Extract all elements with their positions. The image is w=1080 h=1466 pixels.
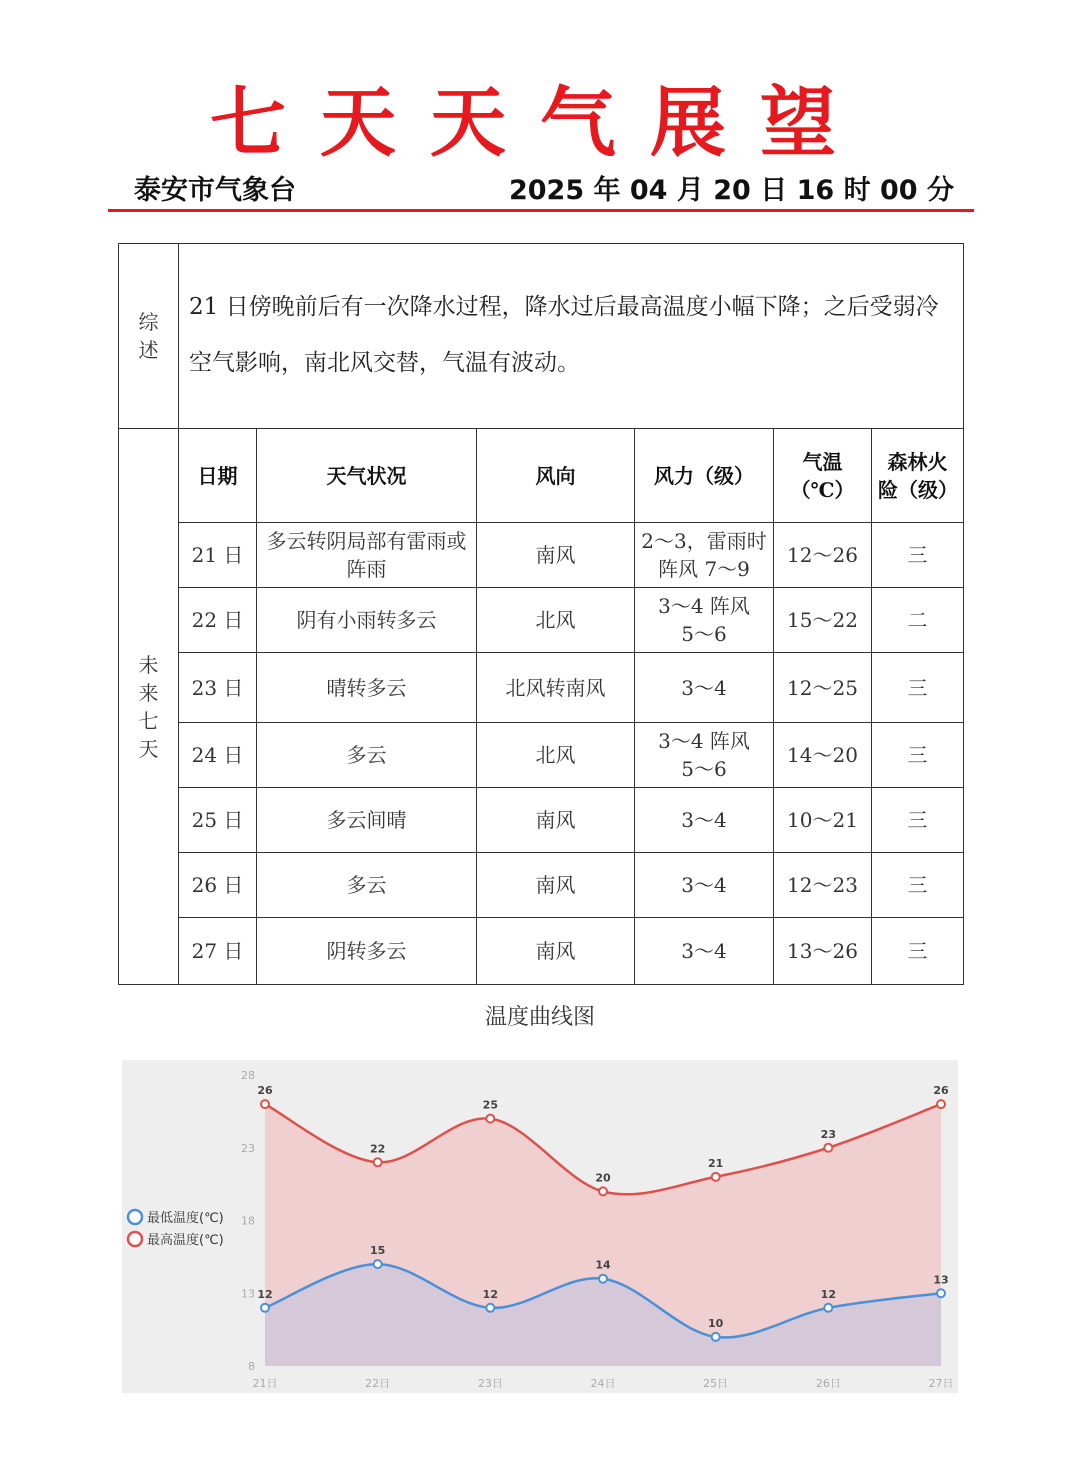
row-fire-risk: 三 — [872, 653, 964, 723]
y-tick-label: 13 — [241, 1287, 255, 1301]
x-tick-label: 27日 — [928, 1377, 954, 1390]
row-temperature: 12～26 — [774, 523, 872, 588]
x-tick-label: 25日 — [703, 1377, 729, 1390]
row-fire-risk: 三 — [872, 788, 964, 853]
table-row — [119, 788, 964, 853]
issue-time: 2025 年 04 月 20 日 16 时 00 分 — [508, 175, 954, 206]
table-row — [119, 523, 964, 588]
row-weather: 多云 — [257, 723, 477, 788]
table-row — [119, 588, 964, 653]
data-point — [261, 1304, 269, 1312]
row-weather: 多云间晴 — [257, 788, 477, 853]
data-label: 26 — [257, 1084, 273, 1098]
row-date: 21 日 — [179, 523, 257, 588]
row-date: 27 日 — [179, 918, 257, 985]
row-temperature: 12～23 — [774, 853, 872, 918]
row-wind-force: 3～4 — [635, 653, 774, 723]
data-label: 26 — [933, 1084, 949, 1098]
row-date: 25 日 — [179, 788, 257, 853]
table-row — [119, 723, 964, 788]
data-label: 15 — [370, 1244, 386, 1258]
table-row — [119, 918, 964, 985]
header-wind-force: 风力（级） — [635, 429, 774, 523]
header-fire-risk: 森林火险（级） — [872, 429, 964, 523]
row-temperature: 15～22 — [774, 588, 872, 653]
summary-label: 综述 — [119, 244, 179, 429]
summary-text: 21 日傍晚前后有一次降水过程，降水过后最高温度小幅下降；之后受弱冷空气影响，南北风交替，气温有波动。 — [179, 244, 964, 429]
row-wind-direction: 北风转南风 — [477, 653, 635, 723]
temperature-chart-svg — [122, 1060, 958, 1393]
chart-title: 温度曲线图 — [484, 1005, 595, 1030]
row-temperature: 10～21 — [774, 788, 872, 853]
row-wind-direction: 南风 — [477, 853, 635, 918]
row-fire-risk: 三 — [872, 523, 964, 588]
data-label: 22 — [370, 1142, 386, 1156]
data-point — [374, 1260, 382, 1268]
y-tick-label: 18 — [241, 1214, 255, 1228]
x-tick-label: 23日 — [477, 1377, 503, 1390]
row-wind-direction: 南风 — [477, 788, 635, 853]
table-row — [119, 853, 964, 918]
y-tick-label: 28 — [241, 1069, 255, 1082]
row-wind-force: 3～4 — [635, 788, 774, 853]
table-row — [119, 653, 964, 723]
row-date: 26 日 — [179, 853, 257, 918]
data-label: 14 — [595, 1258, 611, 1272]
data-point — [937, 1100, 945, 1108]
row-date: 24 日 — [179, 723, 257, 788]
data-label: 12 — [257, 1287, 273, 1301]
data-label: 23 — [820, 1127, 836, 1141]
y-tick-label: 8 — [248, 1360, 255, 1373]
row-temperature: 13～26 — [774, 918, 872, 985]
row-fire-risk: 二 — [872, 588, 964, 653]
data-point — [824, 1144, 832, 1152]
row-weather: 阴有小雨转多云 — [257, 588, 477, 653]
issuer-name: 泰安市气象台 — [134, 175, 296, 206]
row-wind-direction: 南风 — [477, 918, 635, 985]
row-wind-force: 2～3，雷雨时阵风 7～9 — [635, 523, 774, 588]
table-header-row — [119, 429, 964, 523]
page-title: 七天天气展望 — [210, 78, 870, 167]
data-label: 21 — [708, 1156, 724, 1170]
legend-label: 最高温度(℃) — [147, 1233, 224, 1248]
row-wind-force: 3～4 阵风 5～6 — [635, 723, 774, 788]
header-temperature: 气温（℃） — [774, 429, 872, 523]
temperature-chart — [122, 1060, 958, 1393]
row-wind-force: 3～4 — [635, 853, 774, 918]
forecast-table — [118, 243, 964, 985]
data-label: 20 — [595, 1171, 611, 1185]
row-weather: 阴转多云 — [257, 918, 477, 985]
summary-row — [119, 244, 964, 429]
data-point — [824, 1304, 832, 1312]
row-fire-risk: 三 — [872, 853, 964, 918]
row-weather: 晴转多云 — [257, 653, 477, 723]
row-wind-direction: 北风 — [477, 723, 635, 788]
row-date: 23 日 — [179, 653, 257, 723]
header-date: 日期 — [179, 429, 257, 523]
data-label: 25 — [482, 1098, 498, 1112]
data-point — [937, 1289, 945, 1297]
y-tick-label: 23 — [241, 1141, 255, 1155]
x-tick-label: 21日 — [252, 1377, 278, 1390]
data-label: 12 — [820, 1287, 836, 1301]
data-point — [486, 1304, 494, 1312]
legend-label: 最低温度(℃) — [147, 1211, 224, 1226]
row-temperature: 14～20 — [774, 723, 872, 788]
legend-marker — [128, 1232, 142, 1246]
data-point — [712, 1173, 720, 1181]
row-fire-risk: 三 — [872, 918, 964, 985]
row-weather: 多云 — [257, 853, 477, 918]
data-point — [374, 1158, 382, 1166]
x-tick-label: 22日 — [365, 1377, 391, 1390]
row-wind-direction: 南风 — [477, 523, 635, 588]
legend-marker — [128, 1210, 142, 1224]
row-temperature: 12～25 — [774, 653, 872, 723]
data-point — [599, 1187, 607, 1195]
data-point — [599, 1275, 607, 1283]
x-tick-label: 26日 — [815, 1377, 841, 1390]
row-wind-force: 3～4 阵风 5～6 — [635, 588, 774, 653]
data-point — [712, 1333, 720, 1341]
row-fire-risk: 三 — [872, 723, 964, 788]
row-wind-force: 3～4 — [635, 918, 774, 985]
data-label: 13 — [933, 1273, 949, 1287]
header-weather: 天气状况 — [257, 429, 477, 523]
x-tick-label: 24日 — [590, 1377, 616, 1390]
row-weather: 多云转阴局部有雷雨或阵雨 — [257, 523, 477, 588]
header-wind-direction: 风向 — [477, 429, 635, 523]
data-label: 10 — [708, 1316, 724, 1330]
row-date: 22 日 — [179, 588, 257, 653]
row-wind-direction: 北风 — [477, 588, 635, 653]
data-label: 12 — [482, 1287, 498, 1301]
forecast-label: 未来七天 — [119, 429, 179, 985]
data-point — [486, 1115, 494, 1123]
header-divider — [108, 209, 974, 212]
data-point — [261, 1100, 269, 1108]
